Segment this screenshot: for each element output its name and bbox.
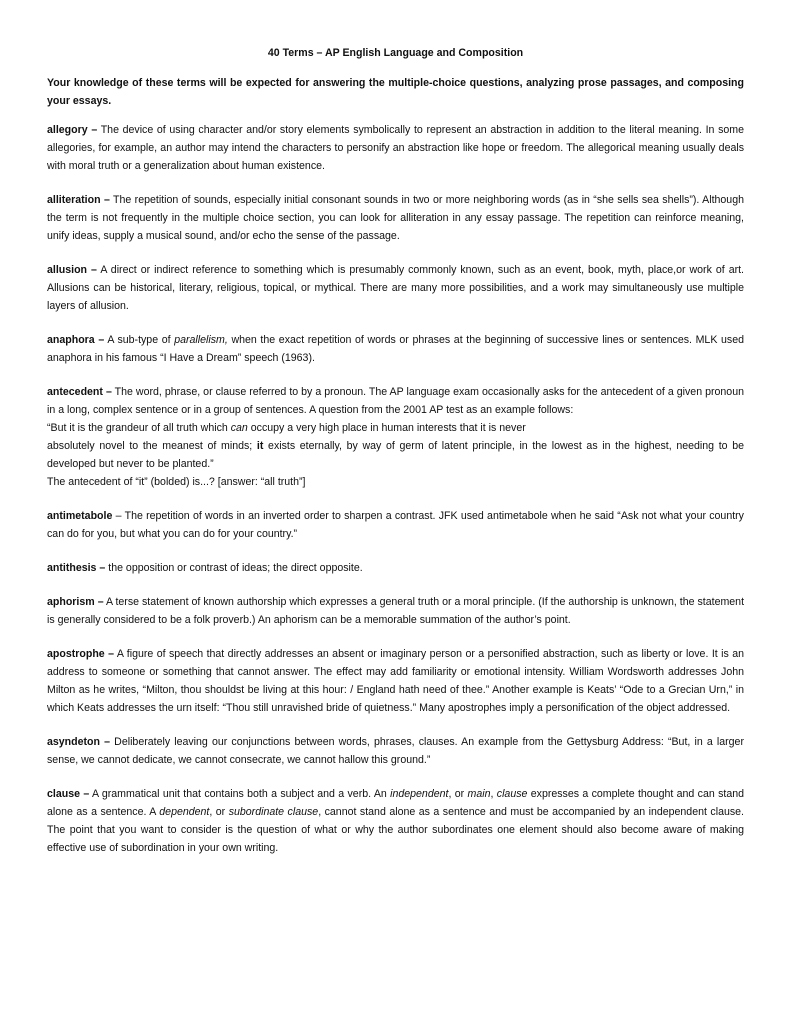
term-definition: The repetition of sounds, especially initial consonant sounds in two or more neighboring words (as in “she sells sea shells”). Although the term is not frequently in the multiple choice section, you can look for alliteration in any essay passage. The repetition can reinforce meaning, unify ideas, supply a musical sound, and/or echo the sense of the passage. [47, 194, 744, 242]
term-definition: A direct or indirect reference to something which is presumably commonly known, such as an event, book, myth, place,or work of art. Allusions can be historical, literary, religious, topical, or mythical. There are many more possibilities, and a work may simultaneously use multiple layers of allusion. [47, 264, 744, 312]
term-definition-emphasis: independent [390, 788, 449, 800]
term-dash: – [104, 736, 111, 748]
term-definition: The repetition of words in an inverted order to sharpen a contrast. JFK used antimetabole when he said “Ask not what your country can do for you, but what you can do for your country.” [47, 510, 744, 540]
term-definition-emphasis: subordinate clause [228, 806, 319, 818]
term-dash: – [108, 648, 115, 660]
term-definition-seg: expresses a complete thought and can stand alone as a sentence. A [47, 788, 745, 818]
term-dash: – [91, 124, 98, 136]
glossary-entry-antithesis [47, 559, 744, 577]
glossary-entry-anaphora [47, 331, 744, 367]
glossary-entry-alliteration [47, 191, 744, 245]
term-label: asyndeton [47, 736, 100, 748]
glossary-entry-allegory [47, 121, 744, 175]
quote-text: exists eternally, by way of germ of latent principle, in the lowest as in the highest, needing to be developed but never to be planted.” [47, 440, 744, 470]
quote-emphasis: can [230, 422, 248, 434]
term-dash: – [97, 596, 104, 608]
term-label: allusion [47, 264, 88, 276]
term-definition-seg: A grammatical unit that contains both a subject and a verb. An [92, 788, 391, 800]
glossary-entry-asyndeton [47, 733, 744, 769]
term-label: alliteration [47, 194, 101, 206]
intro-paragraph: Your knowledge of these terms will be expected for answering the multiple-choice questions, analyzing prose passages, and composing your essays. [47, 77, 744, 107]
quote-text: “But it is the grandeur of all truth which [47, 422, 231, 434]
quote-text: occupy a very high place in human interests that it is never [247, 422, 526, 434]
term-definition: A figure of speech that directly addresses an absent or imaginary person or a personified abstraction, such as liberty or love. It is an address to someone or something that cannot answer. The effect may add familiarity or emotional intensity. William Wordsworth addresses John Milton as he writes, “Milton, thou shouldst be living at this hour: / England hath need of thee.” Another example is Keats’ “Ode to a Grecian Urn,” in which Keats addresses the urn itself: “Thou still unravished bride of quietness.” Many apostrophes imply a personification of the object addressed. [47, 648, 745, 714]
term-definition-emphasis: clause [496, 788, 528, 800]
quote-text: absolutely novel to the meanest of minds; [47, 440, 257, 452]
term-label: allegory [47, 124, 88, 136]
example-answer-line: The antecedent of “it” (bolded) is...? [answer: “all truth”] [47, 476, 306, 488]
term-definition: Deliberately leaving our conjunctions between words, phrases, clauses. An example from the Gettysburg Address: “But, in a larger sense, we cannot dedicate, we cannot consecrate, we cannot hallow this ground.” [47, 736, 744, 766]
term-definition-pre: A sub-type of [107, 334, 175, 346]
term-label: apostrophe [47, 648, 105, 660]
example-quote-line-2 [47, 437, 744, 473]
term-definition: The word, phrase, or clause referred to by a pronoun. The AP language exam occasionally asks for the antecedent of a given pronoun in a long, complex sentence or in a group of sentences. A question from the 2001 AP test as an example follows: [47, 386, 744, 416]
glossary-entry-clause [47, 785, 744, 857]
term-definition: A terse statement of known authorship which expresses a general truth or a moral principle. (If the authorship is unknown, the statement is generally considered to be a folk proverb.) An aphorism can be a memorable summation of the author’s point. [47, 596, 745, 626]
term-label: antimetabole [47, 510, 113, 522]
term-dash: – [115, 510, 122, 522]
term-label: clause [47, 788, 80, 800]
term-definition-seg: , or [448, 788, 468, 800]
term-label: aphorism [47, 596, 95, 608]
example-quote-line-1 [47, 419, 744, 437]
glossary-entry-apostrophe [47, 645, 744, 717]
term-definition-seg: , or [209, 806, 229, 818]
term-dash: – [91, 264, 97, 276]
term-definition-seg: , cannot stand alone as a sentence and must be accompanied by an independent clause. The point that you want to consider is the question of what or why the author subordinates one element should also become aware of making effective use of subordination in your own writing. [47, 806, 744, 854]
term-definition: the opposition or contrast of ideas; the direct opposite. [108, 562, 363, 574]
term-definition-emphasis: parallelism, [174, 334, 228, 346]
term-dash: – [103, 194, 110, 206]
document-title: 40 Terms – AP English Language and Composition [267, 47, 524, 59]
term-dash: – [105, 386, 112, 398]
glossary-entry-aphorism [47, 593, 744, 629]
glossary-entry-antimetabole [47, 507, 744, 543]
term-definition: The device of using character and/or story elements symbolically to represent an abstraction in addition to the literal meaning. In some allegories, for example, an author may intend the characters to personify an abstraction like hope or freedom. The allegorical meaning usually deals with moral truth or a generalization about human existence. [47, 124, 744, 172]
term-label: antithesis [47, 562, 97, 574]
term-definition-emphasis: dependent [159, 806, 210, 818]
term-dash: – [83, 788, 90, 800]
term-definition-seg: , [490, 788, 497, 800]
term-definition-emphasis: main [467, 788, 491, 800]
term-dash: – [99, 562, 106, 574]
term-definition-post: when the exact repetition of words or phrases at the beginning of successive lines or sentences. MLK used anaphora in his famous “I Have a Dream” speech (1963). [47, 334, 745, 364]
term-label: antecedent [47, 386, 103, 398]
glossary-entry-allusion [47, 261, 744, 315]
glossary-entry-antecedent [47, 383, 744, 491]
quote-bold-pronoun: it [256, 440, 264, 452]
term-label: anaphora [47, 334, 95, 346]
term-dash: – [98, 334, 105, 346]
